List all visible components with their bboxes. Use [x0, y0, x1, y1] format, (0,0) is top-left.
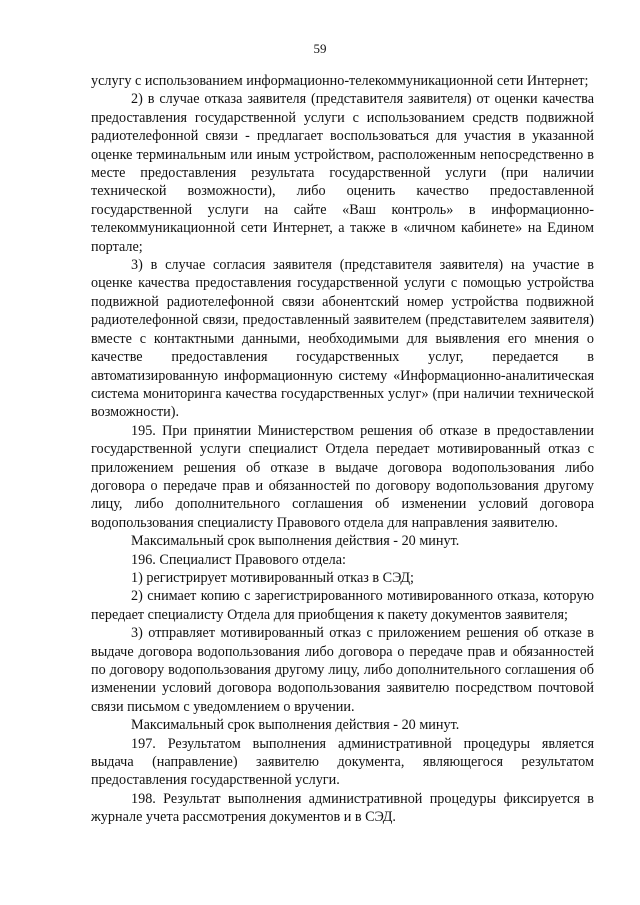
paragraph: 198. Результат выполнения административной процедуры фиксируется в журнале учета рассмотрения документов и в СЭД.: [91, 790, 594, 826]
paragraph: 195. При принятии Министерством решения об отказе в предоставлении государственной услуги специалист Отдела передает мотивированный отказ с приложением решения об отказе в выдаче договора водопользования либо договора о передаче прав и обязанностей по договору водопользования другому лицу, либо дополнительного соглашения об изменении условий договора водопользования специалисту Правового отдела для направления заявителю.: [91, 422, 594, 531]
paragraph: 197. Результатом выполнения административной процедуры является выдача (направление) заявителю документа, являющегося результатом предоставления государственной услуги.: [91, 735, 594, 789]
paragraph: 2) снимает копию с зарегистрированного мотивированного отказа, которую передает специалисту Отдела для приобщения к пакету документов заявителя;: [91, 588, 594, 623]
paragraph: 3) в случае согласия заявителя (представителя заявителя) на участие в оценке качества предоставления государственной услуги с помощью устройства подвижной радиотелефонной связи абонентский номер устройства подвижной радиотелефонной связи, предоставленный заявителем (представителем заявителя) вместе с контактными данными, необходимыми для выявления его мнения о качестве предоставления государственных услуг, передается в автоматизированную информационную систему «Информационно-аналитическая система мониторинга качества государственных услуг» (при наличии технической возможности).: [91, 257, 594, 421]
page-number: 59: [313, 41, 327, 56]
paragraph: Максимальный срок выполнения действия - 20 минут.: [131, 533, 460, 550]
paragraph: 3) отправляет мотивированный отказ с приложением решения об отказе в выдаче договора водопользования либо договора о передаче прав и обязанностей по договору водопользования другому лицу, либо дополнительного соглашения об изменении условий договора водопользования заявителю посредством почтовой связи письмом с уведомлением о вручении.: [91, 625, 594, 715]
paragraph: Максимальный срок выполнения действия - 20 минут.: [131, 717, 460, 734]
paragraph: 2) в случае отказа заявителя (представителя заявителя) от оценки качества предоставления государственной услуги с использованием средств подвижной радиотелефонной связи - предлагает воспользоваться для участия в указанной оценке терминальным или иным устройством, расположенным непосредственно в месте предоставления результата государственной услуги (при наличии технической возможности), либо оценить качество предоставленной государственной услуги на сайте «Ваш контроль» в информационно-телекоммуникационной сети Интернет, а также в «личном кабинете» на Едином портале;: [91, 91, 594, 255]
paragraph: 196. Специалист Правового отдела:: [131, 551, 346, 568]
paragraph: услугу с использованием информационно-телекоммуникационной сети Интернет;: [91, 73, 589, 89]
paragraph: 1) регистрирует мотивированный отказ в СЭД;: [131, 569, 414, 586]
document-body: [91, 72, 594, 827]
